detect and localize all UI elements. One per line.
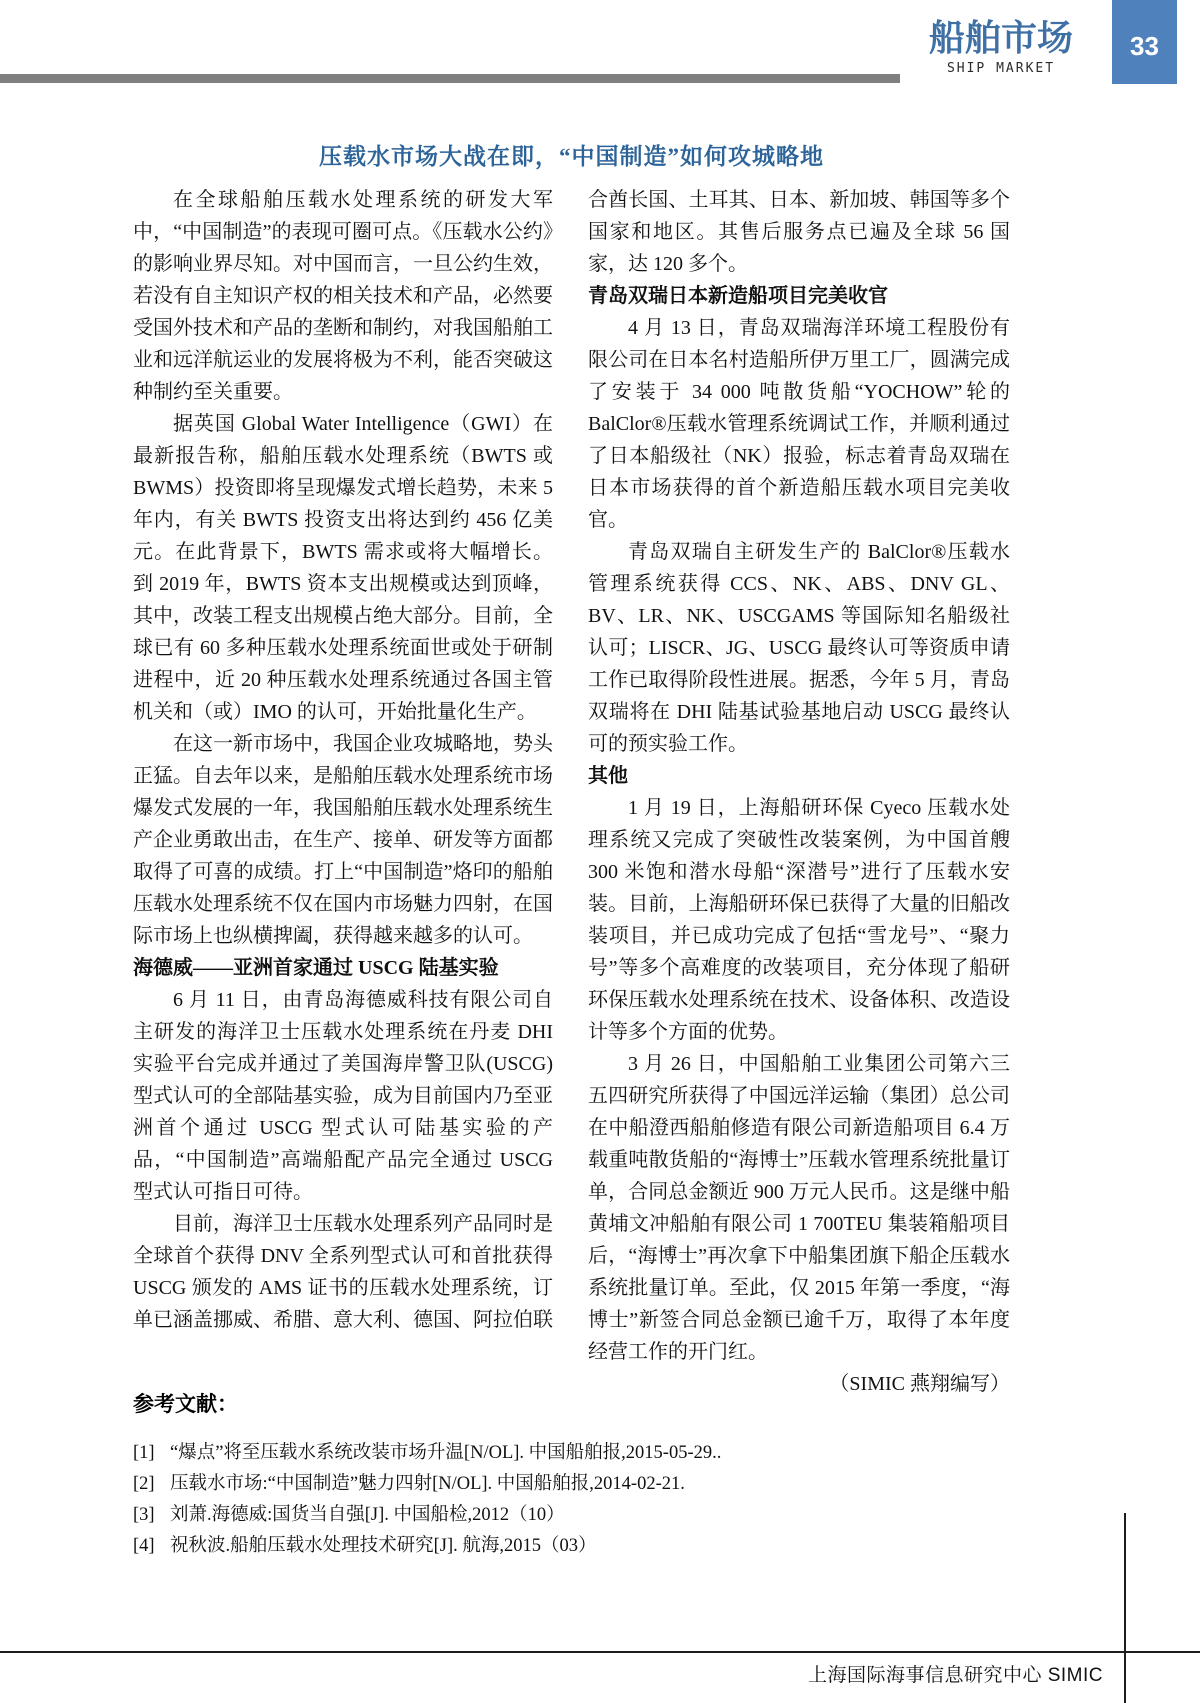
reference-item bbox=[133, 1500, 1013, 1531]
page-number-badge bbox=[1112, 0, 1177, 84]
article-column-right bbox=[588, 184, 1010, 1400]
paragraph: 在全球船舶压载水处理系统的研发大军中，“中国制造”的表现可圈可点。《压载水公约》的影响业界尽知。对中国而言，一旦公约生效，若没有自主知识产权的相关技术和产品，必然要受国外技术和产品的垄断和制约，对我国船舶工业和远洋航运业的发展将极为不利，能否突破这种制约至关重要。 bbox=[133, 189, 553, 403]
reference-label: [1] bbox=[133, 1443, 155, 1463]
reference-text: 祝秋波.船舶压载水处理技术研究[J]. 航海,2015（03） bbox=[170, 1536, 597, 1556]
paragraph: 在这一新市场中，我国企业攻城略地，势头正猛。自去年以来，是船舶压载水处理系统市场爆发式发展的一年，我国船舶压载水处理系统生产企业勇敢出击，在生产、接单、研发等方面都取得了可喜的成绩。打上“中国制造”烙印的船舶压载水处理系统不仅在国内市场魅力四射，在国际市场上也纵横捭阖，获得越来越多的认可。 bbox=[133, 733, 553, 947]
reference-label: [2] bbox=[133, 1474, 155, 1494]
reference-text: 压载水市场:“中国制造”魅力四射[N/OL]. 中国船舶报,2014-02-21. bbox=[170, 1474, 685, 1494]
section-subtitle: SHIP MARKET bbox=[946, 61, 1056, 76]
page-number: 33 bbox=[1130, 30, 1159, 61]
reference-label: [4] bbox=[133, 1536, 155, 1556]
header-rule bbox=[0, 74, 900, 83]
paragraph: 6 月 11 日，由青岛海德威科技有限公司自主研发的海洋卫士压载水处理系统在丹麦 DHI 实验平台完成并通过了美国海岸警卫队(USCG)型式认可的全部陆基实验，成为目前国内乃至亚洲首个通过 USCG 型式认可陆基实验的产品，“中国制造”高端船配产品完全通过 USCG 型式认可指日可待。 bbox=[133, 989, 553, 1203]
footer-rule bbox=[0, 1651, 1200, 1653]
paragraph: 据英国 Global Water Intelligence（GWI）在最新报告称，船舶压载水处理系统（BWTS 或 BWMS）投资即将呈现爆发式增长趋势，未来 5 年内，有关 BWTS 投资支出将达到约 456 亿美元。在此背景下，BWTS 需求或将大幅增长。到 2019 年，BWTS 资本支出规模或达到顶峰，其中，改装工程支出规模占绝大部分。目前，全球已有 60 多种压载水处理系统面世或处于研制进程中，近 20 种压载水处理系统通过各国主管机关和（或）IMO 的认可，开始批量化生产。 bbox=[133, 413, 553, 723]
paragraph: 4 月 13 日，青岛双瑞海洋环境工程股份有限公司在日本名村造船所伊万里工厂，圆满完成了安装于 34 000 吨散货船“YOCHOW”轮的 BalClor®压载水管理系统调试工作，并顺利通过了日本船级社（NK）报验，标志着青岛双瑞在日本市场获得的首个新造船压载水项目完美收官。 bbox=[588, 317, 1010, 531]
reference-item bbox=[133, 1438, 1013, 1469]
reference-item bbox=[133, 1469, 1013, 1500]
paragraph: 合酋长国、土耳其、日本、新加坡、韩国等多个国家和地区。其售后服务点已遍及全球 56 国家，达 120 多个。 bbox=[588, 189, 1010, 275]
section-title: 船舶市场 bbox=[928, 17, 1073, 58]
paragraph: （SIMIC 燕翔编写） bbox=[829, 1373, 1010, 1395]
references-heading: 参考文献： bbox=[133, 1393, 238, 1416]
paragraph: 青岛双瑞日本新造船项目完美收官 bbox=[588, 285, 888, 307]
paragraph: 3 月 26 日，中国船舶工业集团公司第六三五四研究所获得了中国远洋运输（集团）总公司在中船澄西船舶修造有限公司新造船项目 6.4 万载重吨散货船的“海博士”压载水管理系统批量订单，合同总金额近 900 万元人民币。这是继中船黄埔文冲船舶有限公司 1 700TEU 集装箱船项目后，“海博士”再次拿下中船集团旗下船企压载水系统批量订单。至此，仅 2015 年第一季度，“海博士”新签合同总金额已逾千万，取得了本年度经营工作的开门红。 bbox=[588, 1053, 1010, 1363]
reference-label: [3] bbox=[133, 1505, 155, 1525]
article-title: 压载水市场大战在即，“中国制造”如何攻城略地 bbox=[319, 144, 824, 169]
paragraph: 1 月 19 日，上海船研环保 Cyeco 压载水处理系统又完成了突破性改装案例，为中国首艘 300 米饱和潜水母船“深潜号”进行了压载水安装。目前，上海船研环保已获得了大量的旧船改装项目，并已成功完成了包括“雪龙号”、“聚力号”等多个高难度的改装项目，充分体现了船研环保压载水处理系统在技术、设备体积、改造设计等多个方面的优势。 bbox=[588, 797, 1010, 1043]
paragraph: 目前，海洋卫士压载水处理系列产品同时是全球首个获得 DNV 全系列型式认可和首批获得 USCG 颁发的 AMS 证书的压载水处理系统，订单已涵盖挪威、希腊、意大利、德国、阿拉伯联 bbox=[133, 1213, 553, 1331]
reference-text: “爆点”将至压载水系统改装市场升温[N/OL]. 中国船舶报,2015-05-29.. bbox=[170, 1443, 722, 1463]
paragraph: 其他 bbox=[588, 765, 628, 787]
article-column-left bbox=[133, 184, 553, 1336]
paragraph: 海德威——亚洲首家通过 USCG 陆基实验 bbox=[133, 957, 499, 979]
footer-vertical-rule bbox=[1124, 1513, 1126, 1703]
footer-publisher: 上海国际海事信息研究中心 SIMIC bbox=[807, 1665, 1103, 1686]
reference-item bbox=[133, 1531, 1013, 1562]
reference-text: 刘萧.海德威:国货当自强[J]. 中国船检,2012（10） bbox=[170, 1505, 565, 1525]
references-list bbox=[133, 1438, 1013, 1562]
page-header bbox=[925, 18, 1077, 76]
paragraph: 青岛双瑞自主研发生产的 BalClor®压载水管理系统获得 CCS、NK、ABS、DNV GL、BV、LR、NK、USCGAMS 等国际知名船级社认可；LISCR、JG、USCG 最终认可等资质申请工作已取得阶段性进展。据悉，今年 5 月，青岛双瑞将在 DHI 陆基试验基地启动 USCG 最终认可的预实验工作。 bbox=[588, 541, 1010, 755]
